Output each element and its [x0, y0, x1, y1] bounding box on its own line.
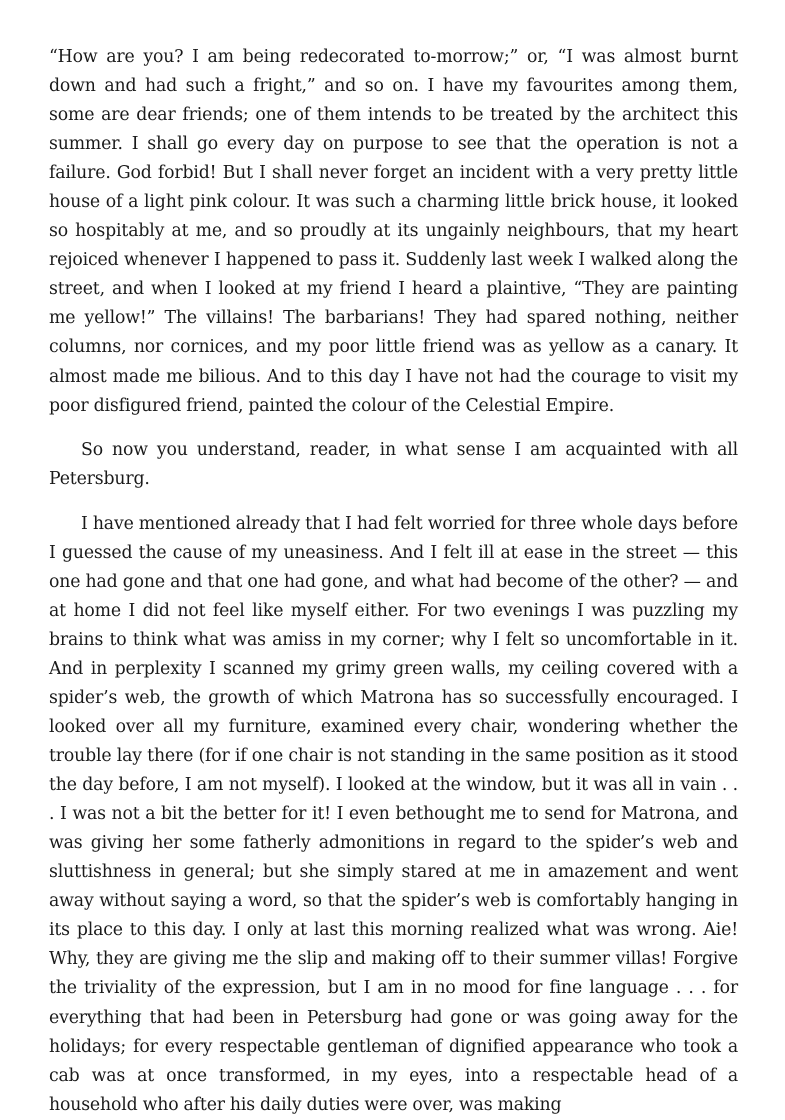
paragraph-2: So now you understand, reader, in what sense I am acquainted with all Petersburg. — [49, 440, 738, 490]
document-page — [49, 43, 738, 1120]
paragraph-1: “How are you? I am being redecorated to-morrow;” or, “I was almost burnt down and had such a fright,” and so on. I have my favourites among them, some are dear friends; one of them intends to be treated by the architect this summer. I shall go every day on purpose to see that the operation is not a failure. God forbid! But I shall never forget an incident with a very pretty little house of a light pink colour. It was such a charming little brick house, it looked so hospitably at me, and so proudly at its ungainly neighbours, that my heart rejoiced whenever I happened to pass it. Suddenly last week I walked along the street, and when I looked at my friend I heard a plaintive, “They are painting me yellow!” The villains! The barbarians! They had spared nothing, neither columns, nor cornices, and my poor little friend was as yellow as a canary. It almost made me bilious. And to this day I have not had the courage to visit my poor disfigured friend, painted the colour of the Celestial Empire. — [49, 47, 738, 416]
paragraph-3: I have mentioned already that I had felt worried for three whole days before I guessed the cause of my uneasiness. And I felt ill at ease in the street — this one had gone and that one had gone, and what had become of the other? — and at home I did not feel like myself either. For two evenings I was puzzling my brains to think what was amiss in my corner; why I felt so uncomfortable in it. And in perplexity I scanned my grimy green walls, my ceiling covered with a spider’s web, the growth of which Matrona has so successfully encouraged. I looked over all my furniture, examined every chair, wondering whether the trouble lay there (for if one chair is not standing in the same position as it stood the day before, I am not myself). I looked at the window, but it was all in vain . . . I was not a bit the better for it! I even bethought me to send for Matrona, and was giving her some fatherly admonitions in regard to the spider’s web and sluttishness in general; but she simply stared at me in amazement and went away without saying a word, so that the spider’s web is comfortably hanging in its place to this day. I only at last this morning realized what was wrong. Aie! Why, they are giving me the slip and making off to their summer villas! Forgive the triviality of the expression, but I am in no mood for fine language . . . for everything that had been in Petersburg had gone or was going away for the holidays; for every respectable gentleman of dignified appearance who took a cab was at once transformed, in my eyes, into a respectable head of a household who after his daily duties were over, was making — [49, 513, 738, 1115]
